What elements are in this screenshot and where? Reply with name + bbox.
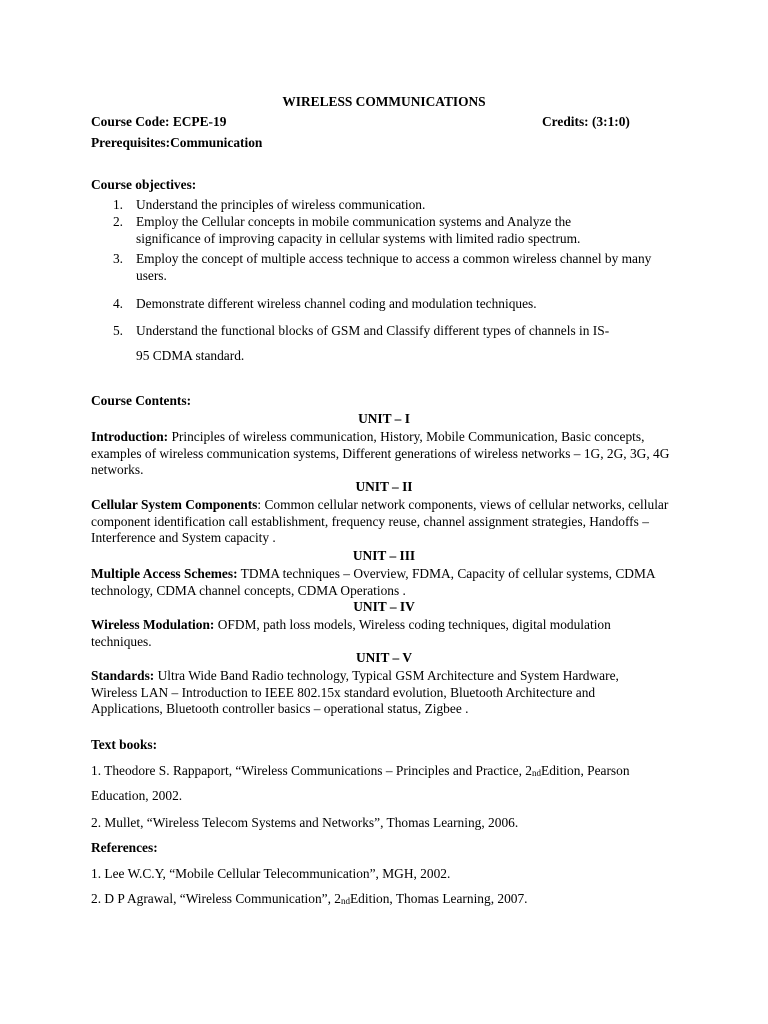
- course-title: WIRELESS COMMUNICATIONS: [282, 94, 486, 109]
- objective-number: 1.: [112, 197, 123, 212]
- unit-4-label: Wireless Modulation:: [91, 617, 215, 632]
- objective-text-line1: Understand the functional blocks of GSM and Classify different types of channels in IS-: [136, 323, 610, 338]
- unit-2-title: UNIT – II: [355, 479, 413, 494]
- objective-text-line2: 95 CDMA standard.: [136, 348, 245, 363]
- reference-1: 1. Lee W.C.Y, “Mobile Cellular Telecommunication”, MGH, 2002.: [91, 866, 451, 881]
- unit-3-text: TDMA techniques – Overview, FDMA, Capacity of cellular systems, CDMA technology, CDMA channel concepts, CDMA Operations .: [91, 566, 655, 598]
- prerequisites: [91, 135, 262, 152]
- objective-number: 3.: [112, 251, 123, 266]
- textbook-2: 2. Mullet, “Wireless Telecom Systems and Networks”, Thomas Learning, 2006.: [91, 815, 519, 830]
- objective-text: Demonstrate different wireless channel coding and modulation techniques.: [136, 296, 537, 311]
- references-heading: References:: [91, 840, 158, 855]
- textbooks-heading: Text books:: [91, 737, 158, 752]
- unit-2-label: Cellular System Components: [91, 497, 258, 512]
- textbook-1-text: 1. Theodore S. Rappaport, “Wireless Communications – Principles and Practice, 2: [91, 763, 533, 778]
- unit-1-title: UNIT – I: [358, 411, 410, 426]
- objective-text: Employ the concept of multiple access technique to access a common wireless channel by many users.: [136, 251, 652, 283]
- objective-number: 5.: [112, 323, 123, 338]
- objective-text: Understand the principles of wireless communication.: [136, 197, 426, 212]
- unit-4-body: [91, 617, 661, 650]
- objective-text: Employ the Cellular concepts in mobile communication systems and Analyze the significance of improving capacity in cellular systems with limited radio spectrum.: [136, 214, 581, 246]
- unit-2-body: [91, 497, 676, 547]
- unit-1-body: [91, 429, 691, 479]
- course-code: Course Code: ECPE-19: [91, 114, 227, 129]
- contents-heading: Course Contents:: [91, 393, 192, 408]
- textbook-1-line2: Education, 2002.: [91, 788, 183, 803]
- objectives-heading: Course objectives:: [91, 177, 197, 192]
- objective-number: 2.: [112, 214, 123, 229]
- unit-3-body: [91, 566, 661, 599]
- reference-2-text: 2. D P Agrawal, “Wireless Communication”, 2: [91, 891, 341, 906]
- unit-2-text: : Common cellular network components, views of cellular networks, cellular component identification call establishment, frequency reuse, channel assignment strategies, Handoffs – Interference and System capacity .: [91, 497, 669, 545]
- textbook-1-line1: [91, 763, 630, 782]
- unit-5-body: [91, 668, 651, 718]
- textbook-1-edition: Edition, Pearson: [541, 763, 630, 778]
- unit-5-text: Ultra Wide Band Radio technology, Typical GSM Architecture and System Hardware, Wireless LAN – Introduction to IEEE 802.15x standard evolution, Bluetooth Architecture and Applications, Bluetooth controller basics – operational status, Zigbee .: [91, 668, 619, 716]
- reference-2-ordinal: nd: [341, 896, 350, 906]
- unit-4-title: UNIT – IV: [353, 599, 415, 614]
- unit-5-label: Standards:: [91, 668, 155, 683]
- unit-3-title: UNIT – III: [352, 548, 416, 563]
- prerequisites-value: Communication: [170, 135, 263, 150]
- course-credits: Credits: (3:1:0): [542, 114, 630, 129]
- reference-2: [91, 891, 528, 910]
- unit-3-label: Multiple Access Schemes:: [91, 566, 238, 581]
- objective-number: 4.: [112, 296, 123, 311]
- reference-2-edition: Edition, Thomas Learning, 2007.: [350, 891, 528, 906]
- unit-1-label: Introduction:: [91, 429, 169, 444]
- textbook-1-ordinal: nd: [532, 768, 542, 778]
- unit-1-text: Principles of wireless communication, History, Mobile Communication, Basic concepts, examples of wireless communication systems, Different generations of wireless networks – 1G, 2G, 3G, 4G networks.: [91, 429, 670, 477]
- prerequisites-label: Prerequisites:: [91, 135, 171, 150]
- unit-4-text: OFDM, path loss models, Wireless coding techniques, digital modulation techniques.: [91, 617, 611, 649]
- unit-5-title: UNIT – V: [355, 650, 413, 665]
